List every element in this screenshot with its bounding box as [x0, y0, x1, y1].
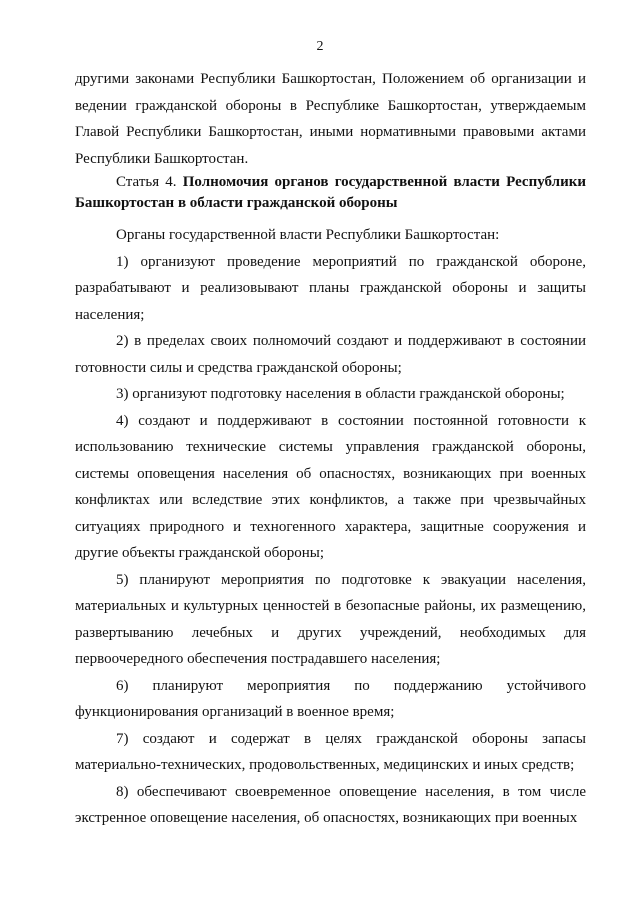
article-label: Статья 4. — [116, 174, 177, 190]
list-item: 3) организуют подготовку населения в области гражданской обороны; — [116, 386, 565, 402]
document-body — [75, 66, 586, 832]
list-item: 4) создают и поддерживают в состоянии постоянной готовности к использованию технические системы управления гражданской обороны, системы оповещения населения об опасностях, возникающих при военных конфликтах или вследствие этих конфликтов, а также при чрезвычайных ситуациях природного и техногенного характера, защитные сооружения и другие объекты гражданской обороны; — [75, 412, 586, 561]
list-item: 2) в пределах своих полномочий создают и поддерживают в состоянии готовности силы и средства гражданской обороны; — [75, 333, 586, 376]
article-title: Полномочия органов государственной власти Республики Башкортостан в области гражданской обороны — [75, 174, 587, 211]
list-item: 7) создают и содержат в целях гражданской обороны запасы материально-технических, продовольственных, медицинских и иных средств; — [75, 730, 586, 773]
page-number: 2 — [316, 39, 324, 54]
list-item: 6) планируют мероприятия по поддержанию устойчивого функционирования организаций в военное время; — [75, 677, 586, 720]
continuation-paragraph: другими законами Республики Башкортостан, Положением об организации и ведении гражданской обороны в Республике Башкортостан, утверждаемым Главой Республики Башкортостан, иными нормативными правовыми актами Республики Башкортостан. — [75, 71, 586, 167]
list-item: 8) обеспечивают своевременное оповещение населения, в том числе экстренное оповещение населения, об опасностях, возникающих при военных — [75, 783, 586, 826]
intro-paragraph: Органы государственной власти Республики Башкортостан: — [116, 227, 500, 243]
list-item: 1) организуют проведение мероприятий по гражданской обороне, разрабатывают и реализовывают планы гражданской обороны и защиты населения; — [75, 253, 586, 323]
article-heading — [75, 172, 586, 214]
list-item: 5) планируют мероприятия по подготовке к эвакуации населения, материальных и культурных ценностей в безопасные районы, их размещению, развертыванию лечебных и других учреждений, необходимых для первоочередного обеспечения пострадавшего населения; — [75, 571, 586, 667]
